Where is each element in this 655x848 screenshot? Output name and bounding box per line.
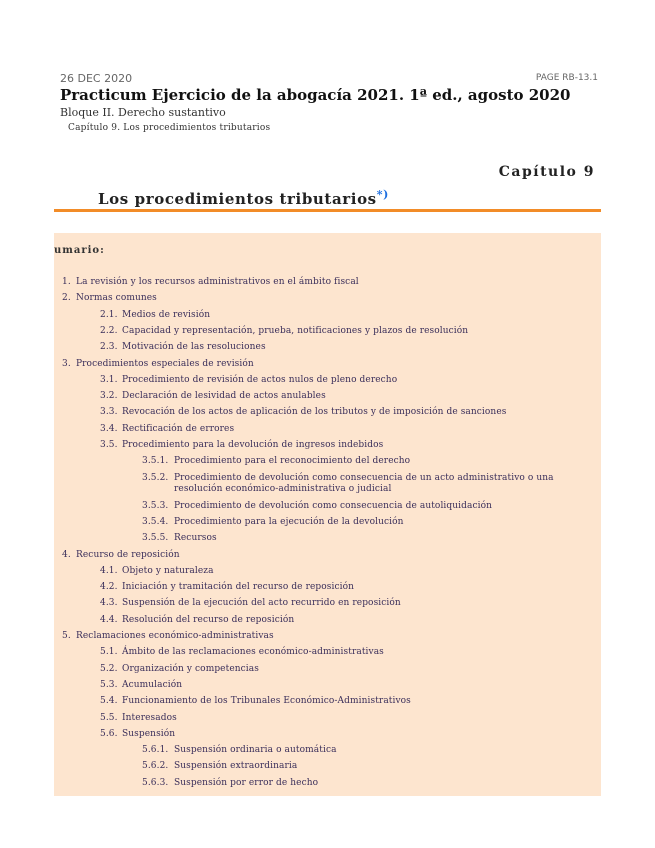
toc-item[interactable] — [100, 647, 384, 658]
toc-item-number: 5.6.2. — [142, 761, 169, 772]
chapter-title-row — [98, 188, 389, 208]
toc-item[interactable] — [62, 631, 274, 642]
toc-item-number: 2. — [62, 293, 71, 304]
toc-item-text: Suspensión — [122, 728, 176, 739]
toc-item[interactable] — [100, 342, 266, 353]
toc-item-number: 4.1. — [100, 565, 118, 576]
toc-item[interactable] — [142, 745, 337, 756]
toc-item[interactable] — [142, 778, 318, 789]
toc-item-text: Procedimiento de devolución como consecuencia de autoliquidación — [174, 500, 492, 511]
toc-item-text: Resolución del recurso de reposición — [122, 614, 295, 625]
toc-item[interactable] — [62, 550, 180, 561]
toc-item-text: Normas comunes — [76, 293, 157, 304]
toc-item-number: 1. — [62, 277, 71, 287]
toc-item-number: 4.4. — [100, 614, 118, 625]
chapter-breadcrumb: Capítulo 9. Los procedimientos tributarios — [68, 123, 271, 133]
toc-item[interactable] — [100, 582, 354, 593]
toc-item[interactable] — [62, 277, 359, 288]
toc-item-text: Reclamaciones económico-administrativas — [76, 631, 274, 641]
toc-item-text: Procedimiento para la ejecución de la devolución — [174, 516, 404, 527]
bloque-heading: Bloque II. Derecho sustantivo — [60, 106, 226, 119]
document-date: 26 DEC 2020 — [60, 72, 133, 85]
toc-item-number: 3.5.1. — [142, 456, 169, 467]
toc-item-text: Revocación de los actos de aplicación de los tributos y de imposición de sanciones — [122, 407, 507, 418]
toc-item-text: Declaración de lesividad de actos anulables — [122, 391, 326, 402]
toc-item-text: Interesados — [122, 712, 177, 723]
toc-item-number: 5. — [62, 631, 71, 641]
toc-item[interactable] — [100, 729, 175, 740]
toc-item[interactable] — [142, 456, 410, 467]
toc-item-number: 2.1. — [100, 309, 118, 320]
toc-item-number: 5.6.1. — [142, 745, 169, 756]
toc-item-number: 3.5.2. — [142, 472, 169, 483]
toc-item-number: 5.1. — [100, 647, 118, 658]
toc-item-number: 5.4. — [100, 696, 118, 707]
toc-item-number: 5.5. — [100, 712, 118, 723]
toc-item[interactable] — [100, 598, 401, 609]
toc-item-number: 3.5.3. — [142, 500, 169, 511]
toc-item-text: Iniciación y tramitación del recurso de reposición — [122, 582, 355, 593]
toc-item-number: 4.2. — [100, 582, 118, 593]
toc-item-text: Objeto y naturaleza — [122, 565, 214, 576]
toc-item-number: 3.5.5. — [142, 533, 169, 544]
toc-item-number: 4.3. — [100, 598, 118, 609]
toc-item[interactable] — [142, 517, 404, 528]
chapter-number: Capítulo 9 — [498, 164, 595, 180]
toc-item-number: 3. — [62, 358, 71, 369]
toc-item-text: Procedimientos especiales de revisión — [76, 358, 254, 369]
toc-item-text: Suspensión extraordinaria — [174, 761, 298, 772]
toc-item-number: 2.3. — [100, 342, 118, 353]
toc-item[interactable] — [142, 533, 217, 544]
toc-item-text: Rectificación de errores — [122, 423, 235, 434]
footnote-link[interactable]: *) — [376, 188, 389, 201]
toc-item-text: Capacidad y representación, prueba, notificaciones y plazos de resolución — [122, 325, 469, 336]
toc-item[interactable] — [100, 310, 210, 321]
toc-item-text: Suspensión por error de hecho — [174, 777, 319, 788]
toc-item-text: Recurso de reposición — [76, 549, 180, 560]
toc-item-number: 2.2. — [100, 325, 118, 336]
toc-item-number: 5.2. — [100, 663, 118, 674]
toc-item-number: 3.5.4. — [142, 516, 169, 527]
page-reference: PAGE RB-13.1 — [535, 73, 598, 83]
book-title: Practicum Ejercicio de la abogacía 2021. 1ª ed., agosto 2020 — [60, 86, 571, 104]
toc-item[interactable] — [100, 407, 506, 418]
toc-item-text: Organización y competencias — [122, 663, 259, 674]
toc-item[interactable] — [100, 391, 326, 402]
toc-item-number: 3.4. — [100, 423, 118, 434]
toc-item[interactable] — [100, 713, 177, 724]
toc-item-text: Motivación de las resoluciones — [122, 342, 266, 353]
toc-item-text: Medios de revisión — [122, 309, 211, 320]
toc-item[interactable] — [100, 566, 214, 577]
toc-item[interactable] — [142, 473, 601, 495]
toc-item-text: Recursos — [174, 533, 217, 544]
toc-item-text: Funcionamiento de los Tribunales Económico-Administrativos — [122, 696, 411, 707]
summary-label: umario: — [54, 245, 105, 256]
toc-item-number: 3.1. — [100, 374, 118, 385]
toc-item-number: 3.3. — [100, 407, 118, 418]
toc-item-number: 5.6.3. — [142, 777, 169, 788]
toc-item[interactable] — [100, 696, 411, 707]
summary-box — [54, 233, 601, 796]
toc-item[interactable] — [100, 375, 397, 386]
toc-item[interactable] — [142, 761, 297, 772]
toc-item-text: Suspensión de la ejecución del acto recurrido en reposición — [122, 598, 401, 609]
toc-item-text: Procedimiento de revisión de actos nulos de pleno derecho — [122, 374, 398, 385]
toc-item-text: La revisión y los recursos administrativos en el ámbito fiscal — [76, 277, 359, 287]
toc-item[interactable] — [100, 664, 259, 675]
toc-item-number: 3.2. — [100, 391, 118, 402]
toc-item-number: 4. — [62, 549, 71, 560]
toc-item[interactable] — [62, 359, 254, 370]
toc-item[interactable] — [142, 501, 492, 512]
chapter-title: Los procedimientos tributarios — [98, 190, 377, 208]
toc-item-text: Ámbito de las reclamaciones económico-administrativas — [122, 647, 384, 658]
toc-item-text: Procedimiento de devolución como consecuencia de un acto administrativo o una resolución económico-administrativa o judicial — [174, 472, 554, 494]
chapter-title-rule — [54, 209, 601, 212]
toc-item-text: Acumulación — [122, 679, 183, 690]
toc-item-number: 5.6. — [100, 728, 118, 739]
toc-item-text: Procedimiento para la devolución de ingresos indebidos — [122, 440, 384, 450]
toc-item[interactable] — [100, 615, 294, 626]
toc-item[interactable] — [100, 326, 468, 337]
toc-item-text: Procedimiento para el reconocimiento del derecho — [174, 456, 411, 467]
toc-item-number: 3.5. — [100, 440, 118, 450]
toc-item-text: Suspensión ordinaria o automática — [174, 745, 337, 756]
toc-item[interactable] — [100, 440, 383, 451]
toc-item[interactable] — [100, 680, 182, 691]
toc-item-number: 5.3. — [100, 679, 118, 690]
toc-item[interactable] — [62, 293, 157, 304]
toc-item[interactable] — [100, 424, 234, 435]
